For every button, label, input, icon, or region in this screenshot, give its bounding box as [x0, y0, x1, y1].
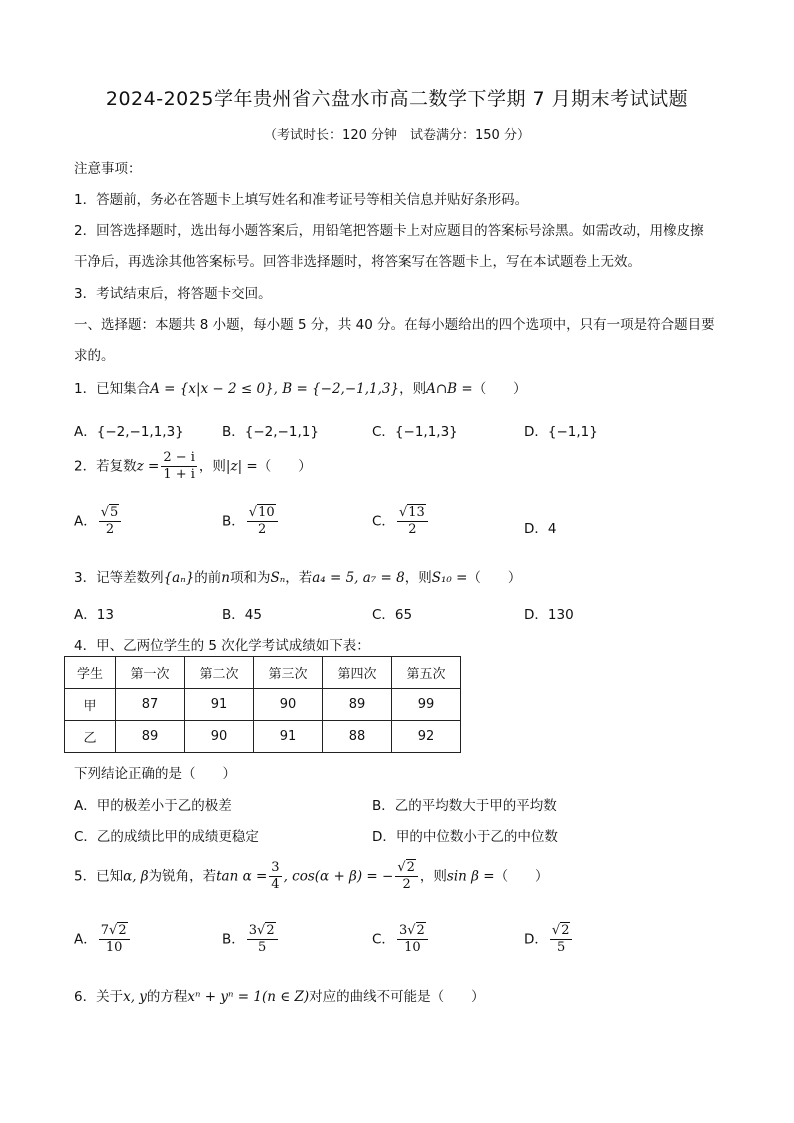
- q1-option-d: D．{−1,1}: [524, 424, 598, 440]
- table-cell: 88: [323, 721, 392, 753]
- q4-option-c: C．乙的成绩比甲的成绩更稳定: [74, 829, 259, 845]
- table-cell: 92: [392, 721, 461, 753]
- table-header-cell: 第一次: [116, 657, 185, 689]
- table-header-cell: 第四次: [323, 657, 392, 689]
- q2-option-d: D．4: [524, 521, 557, 537]
- set-expression: A = {x|x − 2 ≤ 0}, B = {−2,−1,1,3}: [150, 381, 400, 397]
- question-3-stem: 3．记等差数列{aₙ}的前n项和为Sₙ，若a₄ = 5, a₇ = 8，则S₁₀ =（ ）: [74, 570, 522, 586]
- q1-option-a: A．{−2,−1,1,3}: [74, 424, 184, 440]
- table-cell: 91: [185, 689, 254, 721]
- q4-option-b: B．乙的平均数大于甲的平均数: [372, 798, 557, 814]
- notes-heading: 注意事项：: [74, 161, 142, 177]
- note-item-3: 3．考试结束后，将答题卡交回。: [74, 286, 272, 302]
- note-item-2-line-2: 干净后，再选涂其他答案标号。回答非选择题时，将答案写在答题卡上，写在本试题卷上无效。: [74, 254, 641, 270]
- table-header-cell: 第三次: [254, 657, 323, 689]
- table-cell: 90: [185, 721, 254, 753]
- score-table: [64, 656, 461, 753]
- table-cell: 90: [254, 689, 323, 721]
- q5-option-c: C． $\frac{3√2}{10}$: [372, 923, 430, 956]
- question-1-stem: 1．已知集合A = {x|x − 2 ≤ 0}, B = {−2,−1,1,3}，则A∩B =（ ）: [74, 381, 527, 397]
- page-title: 2024-2025学年贵州省六盘水市高二数学下学期 7 月期末考试试题: [105, 88, 689, 110]
- section-heading-line-2: 求的。: [74, 348, 115, 364]
- note-item-2-line-1: 2．回答选择题时，选出每小题答案后，用铅笔把答题卡上对应题目的答案标号涂黑。如需改动，用橡皮擦: [74, 223, 704, 239]
- question-4-prompt: 下列结论正确的是（ ）: [74, 766, 236, 782]
- q5-option-d: D． $\frac{√2}{5}$: [524, 923, 574, 956]
- intersection-expression: A∩B =: [426, 381, 473, 397]
- table-cell: 甲: [65, 689, 116, 721]
- table-cell: 99: [392, 689, 461, 721]
- table-row: [65, 689, 461, 721]
- exam-duration-info: （考试时长：120 分钟 试卷满分：150 分）: [264, 128, 530, 143]
- table-header-cell: 第二次: [185, 657, 254, 689]
- table-header-row: [65, 657, 461, 689]
- table-cell: 89: [116, 721, 185, 753]
- table-cell: 91: [254, 721, 323, 753]
- table-header-cell: 学生: [65, 657, 116, 689]
- table-row: [65, 721, 461, 753]
- q2-option-a: A． $\frac{√5}{2}$: [74, 505, 123, 538]
- q2-option-c: C． $\frac{√13}{2}$: [372, 505, 430, 538]
- question-6-stem: 6．关于x, y的方程xⁿ + yⁿ = 1(n ∈ Z)对应的曲线不可能是（ ）: [74, 989, 485, 1005]
- q1-option-b: B．{−2,−1,1}: [222, 424, 319, 440]
- q3-option-d: D．130: [524, 607, 574, 623]
- q5-option-a: A． $\frac{7√2}{10}$: [74, 923, 132, 956]
- question-5-stem: 5．已知α, β为锐角，若tan α = $\frac{3}{4}$ , cos(α + β) = − $\frac{√2}{2}$ ，则sin β =（ ）: [74, 860, 549, 892]
- question-4-stem: 4．甲、乙两位学生的 5 次化学考试成绩如下表：: [74, 638, 370, 654]
- q4-option-d: D．甲的中位数小于乙的中位数: [372, 829, 558, 845]
- table-cell: 乙: [65, 721, 116, 753]
- q3-option-c: C．65: [372, 607, 413, 623]
- q4-option-a: A．甲的极差小于乙的极差: [74, 798, 232, 814]
- section-heading-line-1: 一、选择题：本题共 8 小题，每小题 5 分，共 40 分。在每小题给出的四个选项中，只有一项是符合题目要: [74, 317, 715, 333]
- table-header-cell: 第五次: [392, 657, 461, 689]
- q3-option-b: B．45: [222, 607, 262, 623]
- q1-option-c: C．{−1,1,3}: [372, 424, 458, 440]
- table-cell: 89: [323, 689, 392, 721]
- note-item-1: 1．答题前，务必在答题卡上填写姓名和准考证号等相关信息并贴好条形码。: [74, 192, 529, 208]
- q5-option-b: B． $\frac{3√2}{5}$: [222, 923, 280, 956]
- q3-option-a: A．13: [74, 607, 114, 623]
- question-2-stem: 2．若复数z = $\frac{2 - i}{1 + i}$ ，则|z| =（ ）: [74, 450, 312, 482]
- complex-fraction: $\frac{2 - i}{1 + i}$: [163, 450, 195, 482]
- table-cell: 87: [116, 689, 185, 721]
- q2-option-b: B． $\frac{√10}{2}$: [222, 505, 280, 538]
